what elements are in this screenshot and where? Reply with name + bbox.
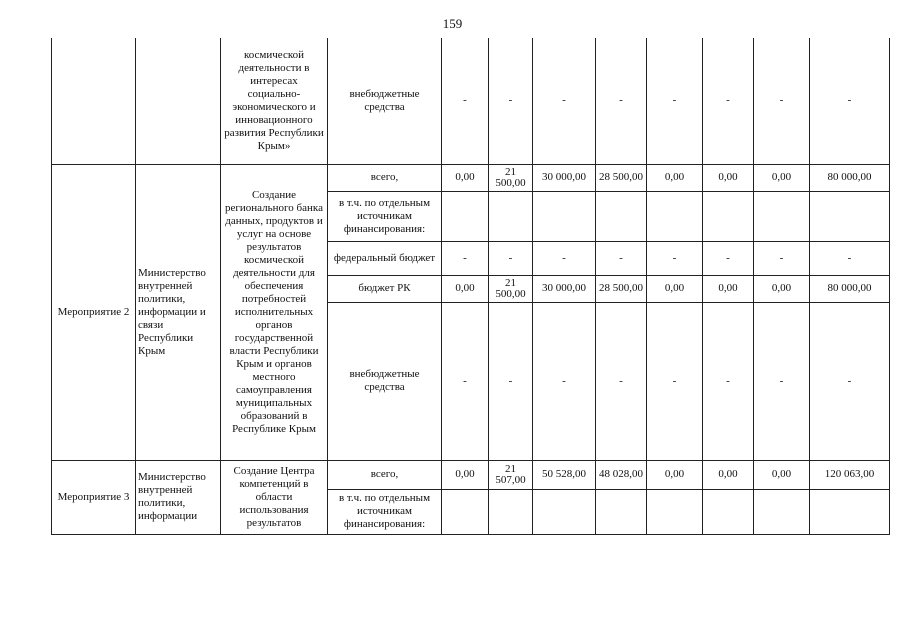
value-cell: [596, 191, 647, 241]
value-cell: 21 500,00: [489, 164, 533, 191]
funding-source-cell: всего,: [328, 460, 442, 489]
value-cell: [703, 489, 754, 534]
value-cell: -: [442, 241, 489, 275]
table-row: [52, 38, 890, 164]
table-row: [52, 460, 890, 489]
value-cell: -: [596, 241, 647, 275]
value-cell: [810, 489, 890, 534]
value-cell: 80 000,00: [810, 275, 890, 302]
value-cell: -: [703, 302, 754, 460]
value-cell: 0,00: [647, 275, 703, 302]
value-cell: [489, 489, 533, 534]
value-cell: 28 500,00: [596, 275, 647, 302]
value-cell: 0,00: [754, 164, 810, 191]
value-cell: [647, 489, 703, 534]
value-cell: -: [596, 302, 647, 460]
value-cell: -: [754, 241, 810, 275]
value-cell: 0,00: [703, 164, 754, 191]
executor-cell: [136, 38, 221, 164]
page-number: 159: [442, 16, 463, 31]
value-cell: -: [596, 38, 647, 164]
value-cell: -: [533, 38, 596, 164]
value-cell: -: [533, 302, 596, 460]
value-cell: 0,00: [442, 164, 489, 191]
value-cell: -: [810, 241, 890, 275]
value-cell: -: [533, 241, 596, 275]
value-cell: 0,00: [647, 460, 703, 489]
value-cell: -: [647, 302, 703, 460]
value-cell: 0,00: [442, 275, 489, 302]
value-cell: [533, 191, 596, 241]
value-cell: [442, 489, 489, 534]
value-cell: -: [703, 38, 754, 164]
table-row: [52, 164, 890, 191]
value-cell: 0,00: [754, 460, 810, 489]
value-cell: 50 528,00: [533, 460, 596, 489]
funding-source-cell: федеральный бюджет: [328, 241, 442, 275]
funding-source-cell: внебюджетные средства: [328, 38, 442, 164]
value-cell: -: [810, 38, 890, 164]
value-cell: 48 028,00: [596, 460, 647, 489]
value-cell: 0,00: [703, 460, 754, 489]
funding-source-cell: внебюджетные средства: [328, 302, 442, 460]
measure-cell: [52, 38, 136, 164]
executor-cell: Министерство внутренней политики, информации: [136, 460, 221, 534]
measure-name-cell: Создание Центра компетенций в области использования результатов: [221, 460, 328, 534]
value-cell: 28 500,00: [596, 164, 647, 191]
value-cell: [647, 191, 703, 241]
funding-source-cell: всего,: [328, 164, 442, 191]
measure-name-cell: космической деятельности в интересах социально-экономического и инновационного развития Республики Крым»: [221, 38, 328, 164]
value-cell: 21 507,00: [489, 460, 533, 489]
value-cell: -: [442, 38, 489, 164]
value-cell: -: [647, 38, 703, 164]
value-cell: -: [810, 302, 890, 460]
value-cell: -: [489, 241, 533, 275]
value-cell: -: [754, 38, 810, 164]
value-cell: 21 500,00: [489, 275, 533, 302]
funding-source-cell: в т.ч. по отдельным источникам финансирования:: [328, 489, 442, 534]
funding-source-cell: в т.ч. по отдельным источникам финансирования:: [328, 191, 442, 241]
value-cell: [596, 489, 647, 534]
value-cell: 30 000,00: [533, 275, 596, 302]
value-cell: 0,00: [442, 460, 489, 489]
value-cell: 0,00: [703, 275, 754, 302]
value-cell: 30 000,00: [533, 164, 596, 191]
executor-cell: Министерство внутренней политики, информации и связи Республики Крым: [136, 164, 221, 460]
value-cell: 80 000,00: [810, 164, 890, 191]
budget-table: [51, 38, 890, 535]
value-cell: [754, 191, 810, 241]
value-cell: -: [489, 302, 533, 460]
value-cell: [810, 191, 890, 241]
value-cell: -: [703, 241, 754, 275]
value-cell: [533, 489, 596, 534]
value-cell: [754, 489, 810, 534]
value-cell: [703, 191, 754, 241]
value-cell: -: [489, 38, 533, 164]
value-cell: [489, 191, 533, 241]
value-cell: 120 063,00: [810, 460, 890, 489]
value-cell: [442, 191, 489, 241]
measure-name-cell: Создание регионального банка данных, продуктов и услуг на основе результатов космической деятельности для обеспечения потребностей исполнительных органов государственной власти Республики Крым и органов местного самоуправления муниципальных образований в Республике Крым: [221, 164, 328, 460]
value-cell: -: [442, 302, 489, 460]
measure-cell: Мероприятие 3: [52, 460, 136, 534]
value-cell: -: [754, 302, 810, 460]
measure-cell: Мероприятие 2: [52, 164, 136, 460]
value-cell: -: [647, 241, 703, 275]
value-cell: 0,00: [754, 275, 810, 302]
value-cell: 0,00: [647, 164, 703, 191]
funding-source-cell: бюджет РК: [328, 275, 442, 302]
